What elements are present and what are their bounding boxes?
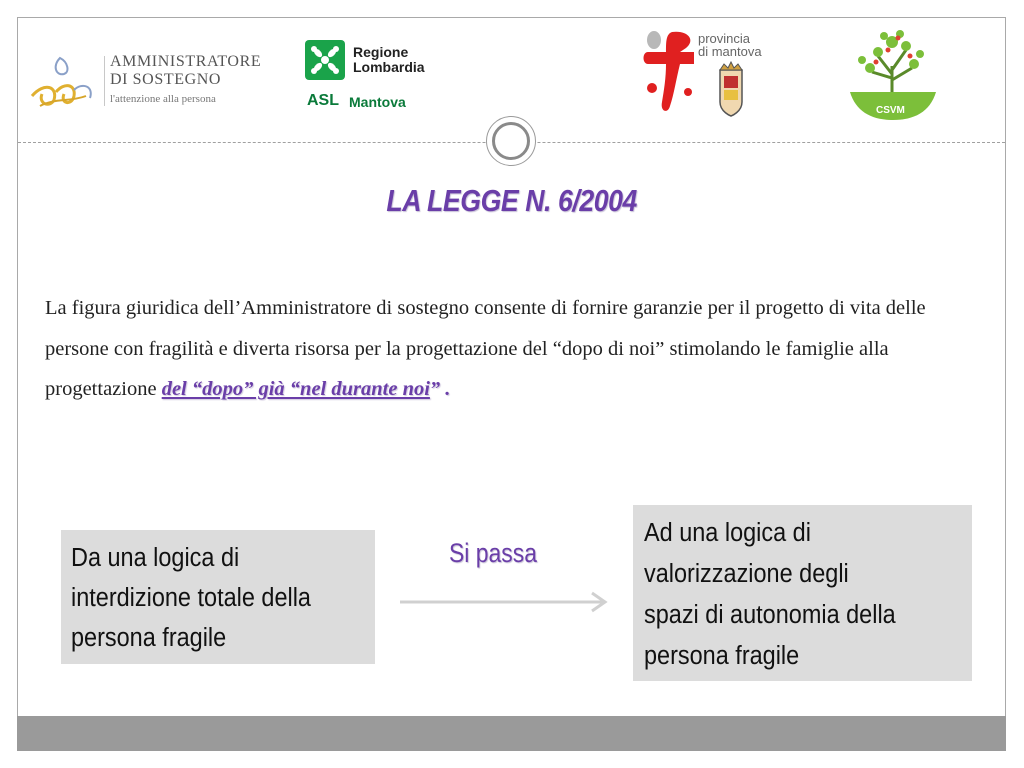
- csvm-label: CSVM: [876, 105, 905, 116]
- right-box-line: Ad una logica di: [644, 519, 811, 547]
- paragraph-emphasis: del “dopo” già “nel durante noi: [161, 378, 430, 400]
- asl-city-label: Mantova: [349, 94, 406, 110]
- logo-ads-tagline: l'attenzione alla persona: [110, 93, 216, 105]
- logo-ads-line2: DI SOSTEGNO: [110, 71, 222, 88]
- asl-label: ASL: [307, 92, 339, 109]
- logo-amministratore-di-sostegno: [30, 48, 270, 114]
- right-box: [633, 505, 972, 681]
- right-box-line: valorizzazione degli: [644, 560, 849, 588]
- right-box-line: persona fragile: [644, 642, 800, 670]
- lombardia-label: Lombardia: [353, 59, 425, 75]
- di-mantova-label: di mantova: [698, 44, 762, 59]
- lombardia-rose-icon: [305, 40, 345, 80]
- logo-divider: [104, 56, 105, 106]
- body-paragraph: [45, 288, 980, 410]
- slide-title: LA LEGGE N. 6/2004: [386, 183, 638, 218]
- right-box-line: spazi di autonomia della: [644, 601, 896, 629]
- left-box-line: interdizione totale della: [71, 584, 311, 612]
- regione-lombardia-mark: [305, 40, 345, 80]
- paragraph-emphasis-end: ” .: [429, 378, 451, 400]
- left-box: [61, 530, 375, 664]
- logo-provincia-di-mantova: [640, 28, 760, 120]
- amministratore-emblem-icon: [30, 52, 96, 112]
- slide-title-wrap: [0, 183, 1024, 219]
- logo-csvm: [848, 26, 938, 122]
- provincia-label: provincia: [698, 31, 751, 46]
- left-box-line: persona fragile: [71, 624, 227, 652]
- logo-regione-lombardia: [305, 40, 455, 112]
- arrow-right-icon: [398, 590, 610, 614]
- left-box-line: Da una logica di: [71, 544, 240, 572]
- logo-ads-line1: AMMINISTRATORE: [110, 53, 262, 70]
- regione-label: Regione: [353, 44, 409, 60]
- paragraph-text: La figura giuridica dell’Amministratore di sostegno consente di fornire garanzie per il progetto di vita delle persone con fragilità e diverta risorsa per la progettazione del “dopo di noi” stimolando le famiglie alla progettazione: [45, 297, 926, 400]
- divider-ring-icon: [486, 116, 536, 166]
- transition-label: Si passa: [449, 538, 538, 568]
- footer-band: [17, 716, 1006, 751]
